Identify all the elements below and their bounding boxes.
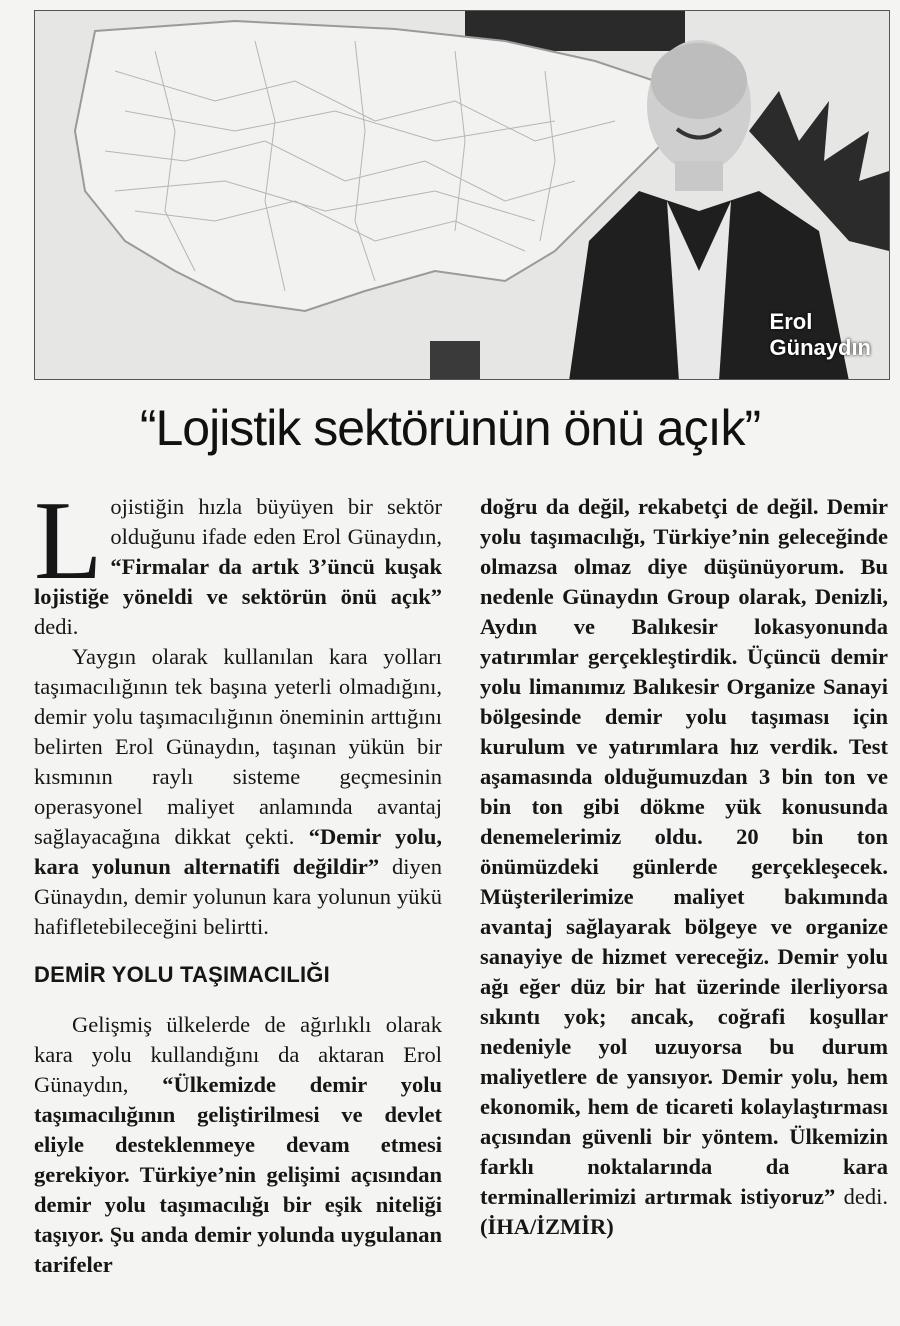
paragraph-3: [34, 1010, 442, 1280]
article-column-2: [480, 492, 888, 1242]
headline: “Lojistik sektörünün önü açık”: [139, 400, 761, 456]
source-credit: (İHA/İZMİR): [480, 1214, 614, 1239]
photo-caption: [770, 309, 871, 361]
paragraph-1: [34, 479, 442, 642]
caption-first-name: Erol: [769, 309, 813, 334]
caption-last-name: Günaydın: [769, 335, 871, 360]
p3-text: Gelişmiş ülkelerde de ağırlıklı olarak kara yolu kullandığını da aktaran Erol Günaydın,: [34, 1012, 442, 1097]
paragraph-2: [34, 642, 442, 942]
col2-quote: doğru da değil, rekabetçi de değil. Demir yolu taşımacılığı, Türkiye’nin geleceğinde olmazsa olmaz diye düşünüyorum. Bu nedenle Günaydın Group olarak, Denizli, Aydın ve Balıkesir lokasyonunda yatırımlar gerçekleştirdik. Üçüncü demir yolu limanımız Balıkesir Organize Sanayi bölgesinde demir yolu taşıması için kurulum ve yatırımlara hız verdik. Test aşamasında olduğumuzdan 3 bin ton ve bin ton gibi dökme yük konusunda denemelerimiz oldu. 20 bin ton önümüzdeki günlerde gerçekleşecek. Müşterilerimize maliyet bakımında avantaj sağlayarak bölgeye ve organize sanayiye de hizmet vereceğiz. Demir yolu ağı eğer düz bir hat üzerinde ilerliyorsa sıkıntı yok; ancak, coğrafi koşullar nedeniyle yol uzuyorsa bu durum maliyetlere de yansıyor. Demir yolu, hem ekonomik, hem de ticareti kolaylaştırması açısından güvenli bir yöntem. Ülkemizin farklı noktalarında da kara terminallerimizi artırmak istiyoruz”: [480, 494, 888, 1209]
article-photo: [34, 10, 890, 380]
p3-quote: “Ülkemizde demir yolu taşımacılığının geliştirilmesi ve devlet eliyle desteklenmeye devam etmesi gerekiyor. Türkiye’nin gelişimi açısından demir yolu taşımacılığı bir eşik niteliği taşıyor. Şu anda demir yolunda uygulanan tarifeler: [34, 1072, 442, 1277]
p2-quote: “Demir yolu, kara yolunun alternatifi değildir”: [34, 824, 442, 879]
drop-cap: L: [34, 479, 103, 603]
p1-quote: “Firmalar da artık 3’üncü kuşak lojistiğe yöneldi ve sektörün önü açık”: [34, 554, 442, 609]
col2-dedi: dedi.: [835, 1184, 888, 1209]
p1-end: dedi.: [34, 614, 79, 639]
paragraph-4: [480, 492, 888, 1242]
article-column-1: [34, 479, 442, 1280]
p2-text: Yaygın olarak kullanılan kara yolları taşımacılığının tek başına yeterli olmadığını, demir yolu taşımacılığının öneminin arttığını belirten Erol Günaydın, taşınan yükün bir kısmının raylı sisteme geçmesinin operasyonel maliyet anlamında avantaj sağlayacağına dikkat çekti.: [34, 644, 442, 849]
section-subhead: DEMİR YOLU TAŞIMACILIĞI: [34, 962, 330, 987]
p2-end: diyen Günaydın, demir yolunun kara yolunun yükü hafifletebileceğini belirtti.: [34, 854, 442, 939]
p1-text: ojistiğin hızla büyüyen bir sektör olduğunu ifade eden Erol Günaydın,: [110, 494, 442, 549]
